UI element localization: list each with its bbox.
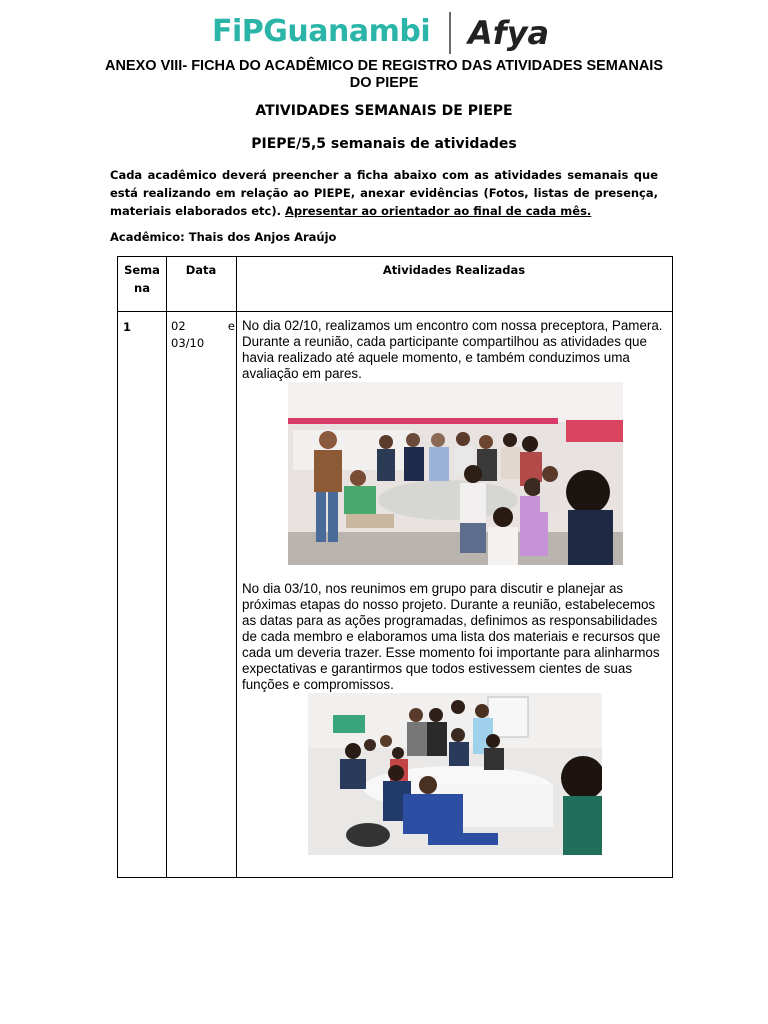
group-photo-1 <box>288 382 623 565</box>
intro-underlined: Apresentar ao orientador ao final de cada mês. <box>285 204 592 218</box>
date-part1: 02 <box>171 319 186 333</box>
date-part3: 03/10 <box>171 336 205 350</box>
intro-paragraph <box>110 166 658 220</box>
header-atividades: Atividades Realizadas <box>382 263 526 277</box>
page-subheading: PIEPE/5,5 semanais de atividades <box>251 136 517 152</box>
group-photo-2 <box>308 693 602 855</box>
table-divider <box>236 257 237 877</box>
header-semana-line1: Sema <box>124 263 160 277</box>
table-divider <box>118 311 672 312</box>
table-divider <box>166 257 167 877</box>
logo-row <box>0 12 768 56</box>
page-heading: ATIVIDADES SEMANAIS DE PIEPE <box>255 103 513 119</box>
header-semana-line2: na <box>134 281 150 295</box>
student-label: Acadêmico: Thais dos Anjos Araújo <box>110 230 337 244</box>
date-cell <box>171 318 235 352</box>
activity-paragraph-1: No dia 02/10, realizamos um encontro com nossa preceptora, Pamera. Durante a reunião, cada participante compartilhou as atividades que havia realizado até aquele momento, e também conduzimos uma avaliação em pares. <box>242 318 663 381</box>
activity-paragraph-2: No dia 03/10, nos reunimos em grupo para discutir e planejar as próximas etapas do nosso projeto. Durante a reunião, estabelecemos as datas para as ações programadas, definimos as responsabilidades de cada membro e elaboramos uma lista dos materiais e recursos que cada um deveria trazer. Esse momento foi importante para alinharmos expectativas e garantirmos que todos estivessem cientes de suas funções e compromissos. <box>242 581 661 692</box>
afya-logo: Afya <box>468 14 550 52</box>
date-part2: e <box>227 319 235 333</box>
header-semana <box>118 261 166 297</box>
activities-table <box>117 256 673 878</box>
annex-title: ANEXO VIII- FICHA DO ACADÊMICO DE REGISTRO DAS ATIVIDADES SEMANAIS DO PIEPE <box>104 58 664 91</box>
logo-divider <box>449 12 451 54</box>
fip-guanambi-logo: FiPGuanambi <box>212 14 431 49</box>
header-data: Data <box>185 263 217 277</box>
intro-text: Cada acadêmico deverá preencher a ficha abaixo com as atividades semanais que está realizando em relação ao PIEPE, anexar evidências (Fotos, listas de presença, materiais elaborados etc). <box>110 168 658 218</box>
week-number: 1 <box>123 320 132 334</box>
